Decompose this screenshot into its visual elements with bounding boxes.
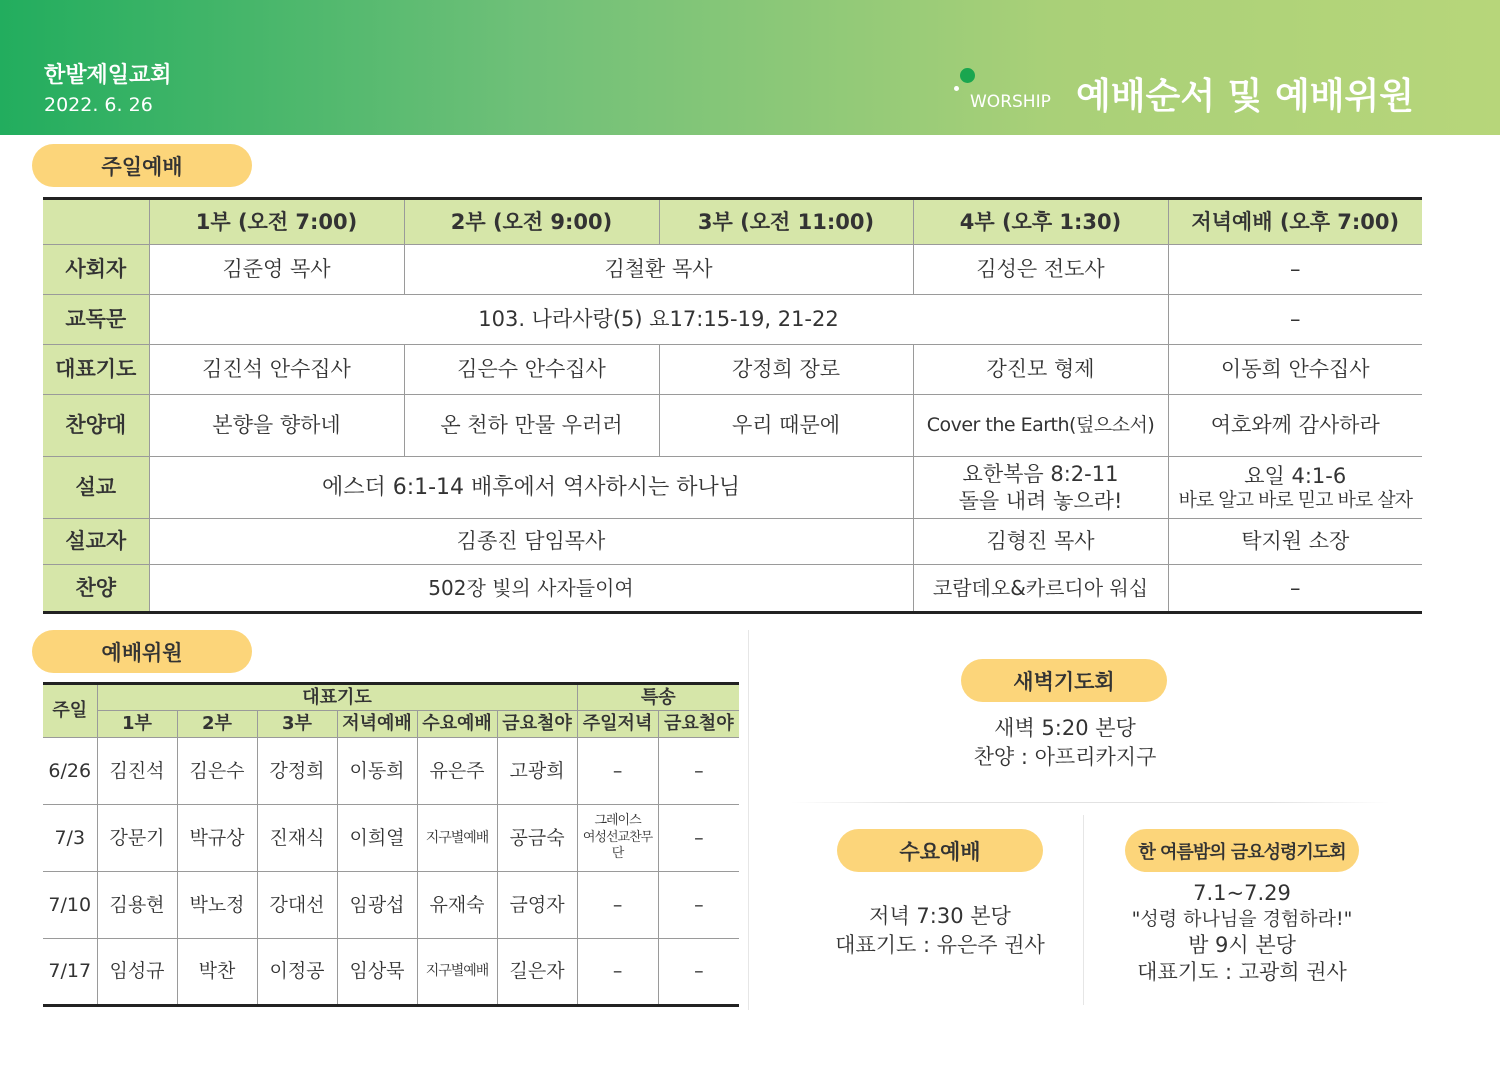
table-cell: 강정희 [257,738,337,805]
table-cell: 지구별예배 [417,939,497,1006]
table-row [43,457,1422,519]
table-cell [913,457,1168,519]
wednesday-time: 저녁 7:30 본당 [869,904,1011,928]
friday-period: 7.1~7.29 [1193,881,1291,905]
table-cell: 진재식 [257,805,337,872]
date-cell: 7/17 [43,939,97,1006]
header-banner [0,0,1500,135]
column-header: 3부 (오전 11:00) [659,199,913,245]
friday-time: 밤 9시 본당 [1188,932,1296,957]
column-header: 1부 [97,711,177,738]
column-header: 2부 (오전 9:00) [404,199,659,245]
column-header: 저녁예배 [337,711,417,738]
table-cell: 여호와께 감사하라 [1168,395,1422,457]
page-title: 예배순서 및 예배위원 [1076,76,1415,117]
table-cell: 길은자 [497,939,577,1006]
table-cell: 김철환 목사 [404,245,913,295]
table-cell: 박찬 [177,939,257,1006]
bulletin-date: 2022. 6. 26 [44,94,153,116]
table-cell: 김성은 전도사 [913,245,1168,295]
table-cell: 우리 때문에 [659,395,913,457]
wednesday-prayer: 대표기도 : 유은주 권사 [835,933,1045,958]
table-cell: – [658,805,739,872]
table-cell: 공금숙 [497,805,577,872]
row-header: 사회자 [43,245,149,295]
table-row [43,345,1422,395]
row-header: 찬양 [43,565,149,613]
table-cell: – [658,939,739,1006]
table-row [43,939,739,1006]
table-cell: 김은수 [177,738,257,805]
table-cell: 임광섭 [337,872,417,939]
table-cell: 박규상 [177,805,257,872]
table-cell: 고광희 [497,738,577,805]
table-cell: 김준영 목사 [149,245,404,295]
table-cell: 지구별예배 [417,805,497,872]
table-cell: 이정공 [257,939,337,1006]
table-cell: – [658,738,739,805]
table-cell: 코람데오&카르디아 워십 [913,565,1168,613]
friday-prayer-meeting-info [1092,880,1392,987]
table-row [43,245,1422,295]
column-header: 3부 [257,711,337,738]
sermon-text: 요일 4:1-6 [1244,463,1347,488]
special-group-header: 특송 [577,684,739,711]
table-cell [1168,457,1422,519]
sermon-title: 바로 알고 바로 믿고 바로 살자 [1178,488,1412,511]
wednesday-worship-info [790,902,1090,961]
vertical-divider [748,630,749,1010]
table-cell: 본향을 향하네 [149,395,404,457]
date-cell: 6/26 [43,738,97,805]
special-team-name: 여성선교찬무단 [582,829,653,862]
table-cell: 김은수 안수집사 [404,345,659,395]
table-cell: 임성규 [97,939,177,1006]
white-dot-icon [954,86,959,91]
table-cell: 유은주 [417,738,497,805]
row-header: 설교자 [43,519,149,565]
table-cell: 온 천하 만물 우러러 [404,395,659,457]
special-team-name: 그레이스 [594,812,641,828]
dawn-praise: 찬양 : 아프리카지구 [973,745,1157,770]
sermon-text: 요한복음 8:2-11 [962,462,1119,487]
church-name: 한밭제일교회 [44,63,172,88]
table-cell: 김용현 [97,872,177,939]
table-cell: 강대선 [257,872,337,939]
table-row [43,738,739,805]
table-cell: 강정희 장로 [659,345,913,395]
row-header: 대표기도 [43,345,149,395]
dawn-prayer-label: 새벽기도회 [961,659,1167,702]
table-cell: 이동희 안수집사 [1168,345,1422,395]
date-cell: 7/3 [43,805,97,872]
table-cell: 이희열 [337,805,417,872]
table-cell: – [577,738,658,805]
date-cell: 7/10 [43,872,97,939]
worship-label: WORSHIP [970,92,1051,112]
table-cell: – [658,872,739,939]
worship-committee-table [43,682,739,1007]
row-header: 교독문 [43,295,149,345]
dawn-time: 새벽 5:20 본당 [994,716,1136,740]
friday-theme: "성령 하나님을 경험하라!" [1131,908,1353,931]
table-cell: – [1168,295,1422,345]
table-row [43,565,1422,613]
column-header: 2부 [177,711,257,738]
friday-prayer: 대표기도 : 고광희 권사 [1137,960,1347,985]
table-row [43,519,1422,565]
table-cell: – [577,939,658,1006]
table-cell: 502장 빛의 사자들이여 [149,565,913,613]
table-cell: 박노정 [177,872,257,939]
column-header: 저녁예배 (오후 7:00) [1168,199,1422,245]
column-header: 수요예배 [417,711,497,738]
wednesday-worship-label: 수요예배 [837,829,1043,872]
table-cell: 금영자 [497,872,577,939]
horizontal-divider [790,802,1390,803]
table-cell: – [1168,245,1422,295]
table-row [43,872,739,939]
table-cell: 김진석 안수집사 [149,345,404,395]
worship-committee-label: 예배위원 [32,630,252,673]
corner-cell [43,199,149,245]
sunday-worship-table [43,197,1422,614]
week-header: 주일 [43,684,97,738]
table-cell: 에스더 6:1-14 배후에서 역사하시는 하나님 [149,457,913,519]
dawn-prayer-info [900,714,1230,773]
table-cell: 김진석 [97,738,177,805]
table-cell: 유재숙 [417,872,497,939]
table-cell: 이동희 [337,738,417,805]
table-cell: 강문기 [97,805,177,872]
table-cell: – [1168,565,1422,613]
table-row [43,395,1422,457]
table-cell: 임상묵 [337,939,417,1006]
row-header: 설교 [43,457,149,519]
table-cell: 탁지원 소장 [1168,519,1422,565]
table-cell [577,805,658,872]
column-header: 금요철야 [497,711,577,738]
friday-prayer-meeting-label: 한 여름밤의 금요성령기도회 [1125,829,1359,872]
sermon-title: 돌을 내려 놓으라! [958,488,1123,513]
table-cell: 김형진 목사 [913,519,1168,565]
column-header: 주일저녁 [577,711,658,738]
column-header: 금요철야 [658,711,739,738]
column-header: 4부 (오후 1:30) [913,199,1168,245]
prayer-group-header: 대표기도 [97,684,577,711]
table-row [43,805,739,872]
table-row [43,295,1422,345]
table-cell: 김종진 담임목사 [149,519,913,565]
table-cell: 103. 나라사랑(5) 요17:15-19, 21-22 [149,295,1168,345]
green-dot-icon [960,68,975,83]
row-header: 찬양대 [43,395,149,457]
table-cell: Cover the Earth(덮으소서) [913,395,1168,457]
sunday-worship-label: 주일예배 [32,144,252,187]
table-cell: – [577,872,658,939]
table-cell: 강진모 형제 [913,345,1168,395]
column-header: 1부 (오전 7:00) [149,199,404,245]
